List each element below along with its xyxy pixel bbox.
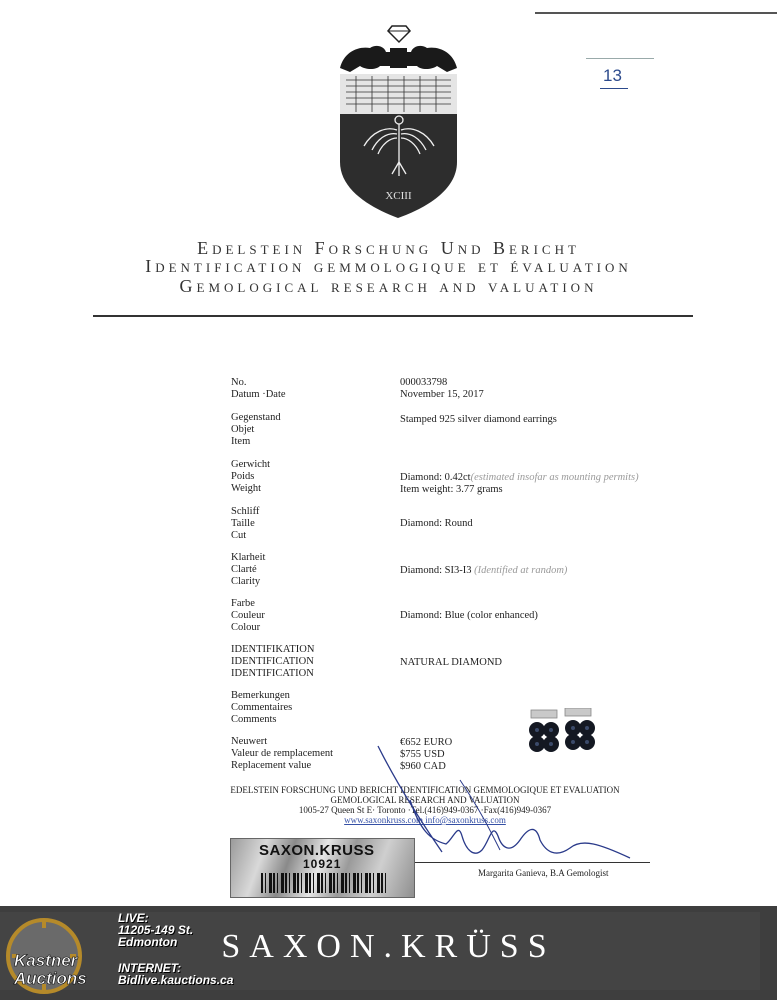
lot-number: 13 [603,66,622,85]
header-line-english: Gemological research and valuation [179,276,598,296]
diamond-icon [388,26,410,42]
lot-number-underline [600,88,628,89]
internet-label: INTERNET: [118,961,182,975]
report-number: 000033798 [400,377,448,388]
field-label: Datum ·Date [231,389,286,400]
field-label: Commentaires [231,702,293,713]
field-label: Item [231,436,251,447]
hologram-title: SAXON.KRUSS [259,842,375,859]
header-rule [93,315,693,317]
weight-value: Diamond: 0.42ct(estimated insofar as mounting permits) [400,472,639,483]
hologram-number: 10921 [303,857,342,871]
header-line-german: Edelstein Forschung Und Bericht [197,238,580,258]
internet-website[interactable]: Bidlive.kauctions.ca [118,973,234,987]
field-label: Colour [231,622,261,633]
field-label: IDENTIFICATION [231,656,314,667]
field-label: Valeur de remplacement [231,748,334,759]
field-label: Schliff [231,506,260,517]
value-usd: $755 USD [400,749,445,760]
weight-note: (estimated insofar as mounting permits) [470,472,639,483]
live-address-line2: Edmonton [118,935,178,949]
item-value: Stamped 925 silver diamond earrings [400,414,557,425]
footer-line-1: EDELSTEIN FORSCHUNG UND BERICHT IDENTIFICATION GEMMOLOGIQUE ET EVALUATION [230,785,620,795]
crest-numeral: XCIII [385,190,412,202]
field-label: Poids [231,471,255,482]
field-label: IDENTIFIKATION [231,644,315,655]
signature-line [410,862,650,863]
field-label: IDENTIFICATION [231,668,314,679]
field-label: Gerwicht [231,459,271,470]
header-line-french: Identification gemmologique et évaluation [145,256,632,276]
live-address-line1: 11205-149 St. [118,923,194,937]
lot-box-line [586,58,654,59]
footer-address: 1005-27 Queen St E· Toronto ·Tel.(416)949-0367 ·Fax(416)949-0367 [298,805,552,815]
field-label: Taille [231,518,255,529]
signature-name: Margarita Ganieva, B.A Gemologist [478,868,609,878]
logo-text-2: Auctions [14,969,87,988]
live-label: LIVE: [118,911,149,925]
hologram-sticker [230,838,415,898]
clarity-note: (Identified at random) [474,565,568,576]
field-label: Gegenstand [231,412,281,423]
field-label: Farbe [231,598,255,609]
value-euro: €652 EURO [400,737,453,748]
footer-website-link[interactable]: www.saxonkruss.com info@saxonkruss.com [344,815,506,825]
crest-emblem [336,22,461,222]
field-label: Comments [231,714,277,725]
field-label: Cut [231,530,247,541]
field-label: Bemerkungen [231,690,290,701]
field-label: Klarheit [231,552,266,563]
report-date: November 15, 2017 [400,389,484,400]
field-label: Replacement value [231,760,312,771]
field-label: Weight [231,483,262,494]
griffins-icon [340,46,457,72]
footer-line-2: GEMOLOGICAL RESEARCH AND VALUATION [330,795,520,805]
field-label: Clarity [231,576,261,587]
clarity-value: Diamond: SI3-I3 (Identified at random) [400,565,568,576]
colour-value: Diamond: Blue (color enhanced) [400,610,538,621]
field-label: Objet [231,424,255,435]
top-edge-rule [535,12,777,14]
field-label: Neuwert [231,736,268,747]
identification-value: NATURAL DIAMOND [400,657,502,668]
item-weight-value: Item weight: 3.77 grams [400,484,503,495]
brand-name: SAXON.KRÜSS [221,928,556,965]
field-label: Clarté [231,564,257,575]
field-label: No. [231,377,247,388]
cut-value: Diamond: Round [400,518,473,529]
value-cad: $960 CAD [400,761,446,772]
barcode-icon [261,873,386,893]
field-label: Couleur [231,610,265,621]
logo-text-1: Kastner [14,951,78,970]
